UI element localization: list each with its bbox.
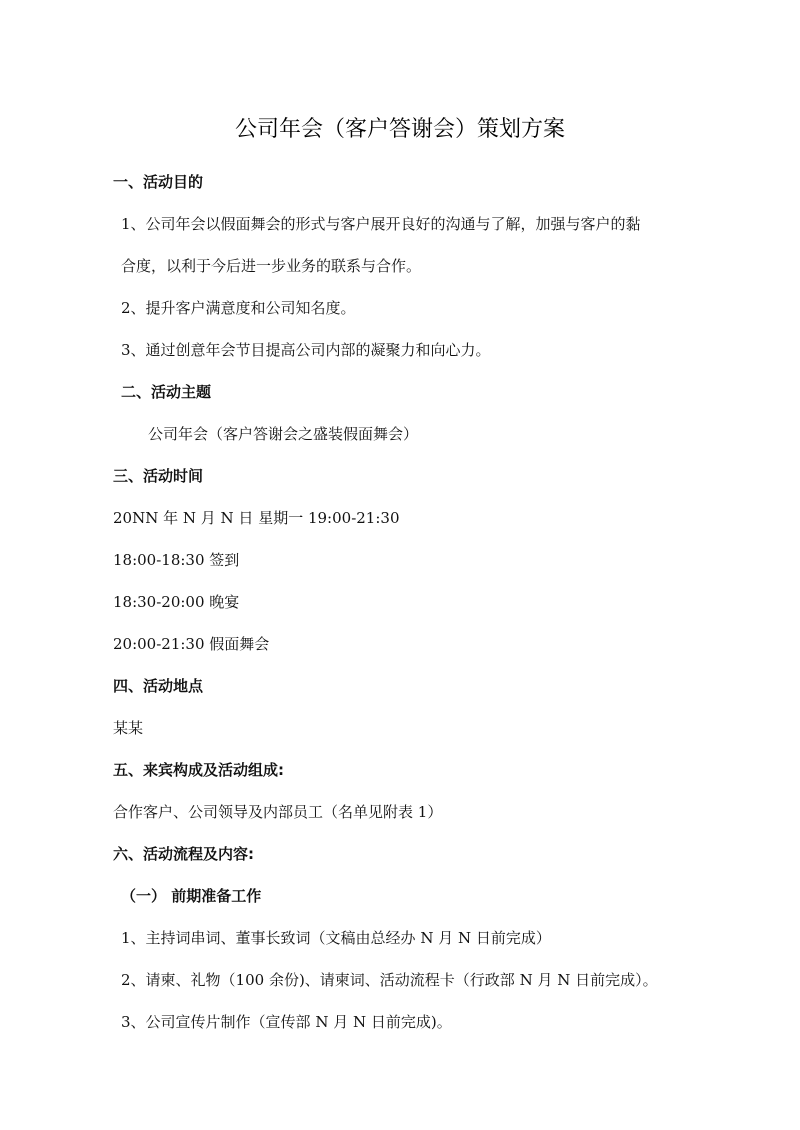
section-heading-venue: 四、活动地点: [113, 677, 204, 695]
section-heading-purpose: 一、活动目的: [113, 173, 204, 191]
guests-text: 合作客户、公司领导及内部员工（名单见附表 1）: [113, 803, 443, 821]
section-heading-time: 三、活动时间: [113, 467, 204, 485]
section-heading-process: 六、活动流程及内容:: [113, 845, 254, 863]
theme-text: 公司年会（客户答谢会之盛装假面舞会）: [148, 425, 419, 443]
purpose-item-3: 3、通过创意年会节目提高公司内部的凝聚力和向心力。: [121, 341, 491, 359]
purpose-item-1-continued: 合度，以利于今后进一步业务的联系与合作。: [121, 257, 422, 275]
preparation-item-3: 3、公司宣传片制作（宣传部 N 月 N 日前完成)。: [121, 1013, 452, 1031]
time-line-date: 20NN 年 N 月 N 日 星期一 19:00-21:30: [113, 509, 400, 527]
sub-heading-preparation: （一） 前期准备工作: [121, 887, 262, 905]
preparation-item-2: 2、请柬、礼物（100 余份)、请柬词、活动流程卡（行政部 N 月 N 日前完成）。: [121, 971, 658, 989]
purpose-item-2: 2、提升客户满意度和公司知名度。: [121, 299, 356, 317]
time-line-signin: 18:00-18:30 签到: [113, 551, 240, 569]
document-title: 公司年会（客户答谢会）策划方案: [234, 117, 565, 142]
purpose-item-1: 1、公司年会以假面舞会的形式与客户展开良好的沟通与了解，加强与客户的黏: [121, 215, 641, 233]
venue-text: 某某: [113, 719, 144, 737]
section-heading-theme: 二、活动主题: [121, 383, 212, 401]
preparation-item-1: 1、主持词串词、董事长致词（文稿由总经办 N 月 N 日前完成）: [121, 929, 551, 947]
time-line-dinner: 18:30-20:00 晚宴: [113, 593, 240, 611]
section-heading-guests: 五、来宾构成及活动组成:: [113, 761, 284, 779]
time-line-ball: 20:00-21:30 假面舞会: [113, 635, 270, 653]
